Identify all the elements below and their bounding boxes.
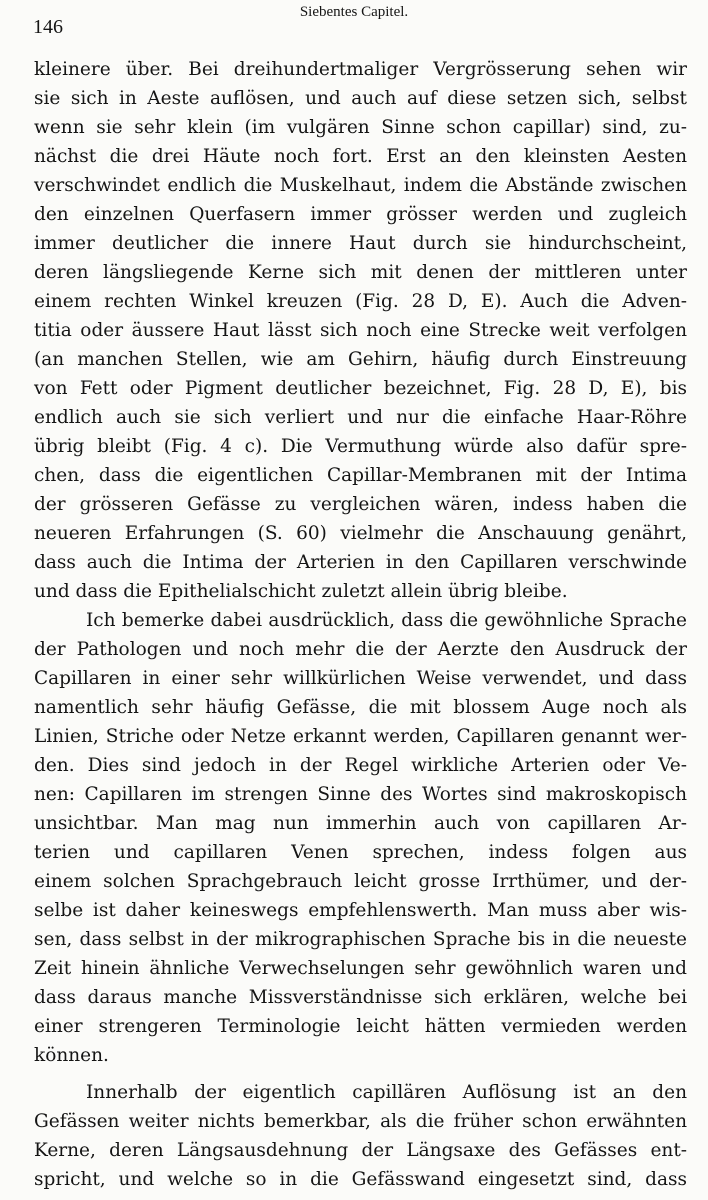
page-header [0,0,708,40]
text-line: nen: Capillaren im strengen Sinne des Wortes sind makroskopisch [34,784,687,805]
text-line: von Fett oder Pigment deutlicher bezeichnet, Fig. 28 D, E), bis [34,378,687,399]
text-line: sie sich in Aeste auflösen, und auch auf diese setzen sich, selbst [34,88,687,109]
text-line: deren längsliegende Kerne sich mit denen der mittleren unter [34,262,687,283]
text-line: wenn sie sehr klein (im vulgären Sinne schon capillar) sind, zu- [34,117,687,138]
running-title: Siebentes Capitel. [299,4,409,20]
text-line: chen, dass die eigentlichen Capillar-Membranen mit der Intima [34,465,687,486]
text-line: Kerne, deren Längsausdehnung der Längsaxe des Gefässes ent- [34,1140,687,1161]
text-line: der Pathologen und noch mehr die der Aerzte den Ausdruck der [34,639,687,660]
text-line: Innerhalb der eigentlich capillären Auflösung ist an den [86,1082,687,1103]
text-line: Gefässen weiter nichts bemerkbar, als die früher schon erwähnten [34,1111,687,1132]
text-line: titia oder äussere Haut lässt sich noch eine Strecke weit verfolgen [34,320,687,341]
text-line: namentlich sehr häufig Gefässe, die mit blossem Auge noch als [34,697,687,718]
text-line: Zeit hinein ähnliche Verwechselungen sehr gewöhnlich waren und [34,958,687,979]
text-line: der grösseren Gefässe zu vergleichen wären, indess haben die [34,494,687,515]
paragraph [34,1078,687,1194]
text-line: immer deutlicher die innere Haut durch sie hindurchscheint, [34,233,687,254]
text-line: spricht, und welche so in die Gefässwand eingesetzt sind, dass [34,1169,687,1190]
page-number: 146 [33,16,63,38]
text-line: dass auch die Intima der Arterien in den Capillaren verschwinde [34,552,687,573]
text-line: sen, dass selbst in der mikrographischen Sprache bis in die neueste [34,929,687,950]
text-line: einem rechten Winkel kreuzen (Fig. 28 D, E). Auch die Adven- [34,291,687,312]
text-line: übrig bleibt (Fig. 4 c). Die Vermuthung würde also dafür spre- [34,436,687,457]
text-line: dass daraus manche Missverständnisse sich erklären, welche bei [34,987,687,1008]
text-line: Linien, Striche oder Netze erkannt werden, Capillaren genannt wer- [34,726,687,747]
text-line: (an manchen Stellen, wie am Gehirn, häufig durch Einstreuung [34,349,687,370]
text-line: den. Dies sind jedoch in der Regel wirkliche Arterien oder Ve- [34,755,687,776]
text-line: nächst die drei Häute noch fort. Erst an den kleinsten Aesten [34,146,687,167]
text-line: unsichtbar. Man mag nun immerhin auch von capillaren Ar- [34,813,687,834]
paragraph [34,606,687,1070]
text-line: einer strengeren Terminologie leicht hätten vermieden werden [34,1016,687,1037]
text-line: kleinere über. Bei dreihundertmaliger Vergrösserung sehen wir [34,59,687,80]
text-line: und dass die Epithelialschicht zuletzt allein übrig bleibe. [34,581,568,602]
text-line: einem solchen Sprachgebrauch leicht grosse Irrthümer, und der- [34,871,687,892]
text-line: Capillaren in einer sehr willkürlichen Weise verwendet, und dass [34,668,687,689]
text-line: den einzelnen Querfasern immer grösser werden und zugleich [34,204,687,225]
text-line: können. [34,1045,109,1066]
text-line: Ich bemerke dabei ausdrücklich, dass die gewöhnliche Sprache [86,610,687,631]
text-line: verschwindet endlich die Muskelhaut, indem die Abstände zwischen [34,175,687,196]
text-line: terien und capillaren Venen sprechen, indess folgen aus [34,842,687,863]
text-line: neueren Erfahrungen (S. 60) vielmehr die Anschauung genährt, [34,523,687,544]
text-line: endlich auch sie sich verliert und nur die einfache Haar-Röhre [34,407,687,428]
body-text [34,55,687,1194]
text-line: selbe ist daher keineswegs empfehlenswerth. Man muss aber wis- [34,900,687,921]
paragraph [34,55,687,606]
